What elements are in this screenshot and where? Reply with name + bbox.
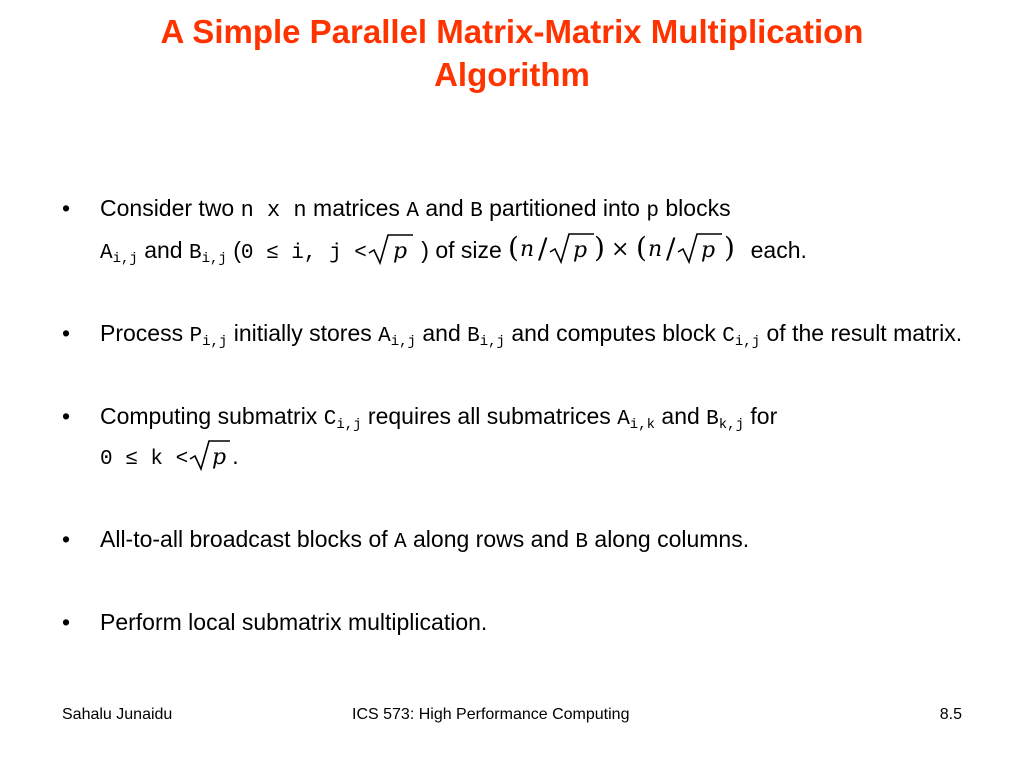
block-c: C (722, 325, 735, 348)
bullet-dot: • (62, 320, 71, 346)
block-b: B (706, 408, 719, 431)
index-range: 0 ≤ i, j < (240, 242, 367, 265)
block-b-index: i,j (479, 334, 505, 350)
block-b: B (188, 242, 202, 265)
footer-course: ICS 573: High Performance Computing (352, 706, 630, 723)
text: requires all submatrices (361, 403, 618, 429)
text: and computes block (504, 320, 723, 346)
sqrt-radicand: p (392, 239, 407, 264)
paren-close-1: ) (594, 231, 606, 264)
text: ) of size (414, 237, 509, 263)
bullet-dot: • (62, 526, 71, 552)
text: and (415, 320, 468, 346)
text: initially stores (227, 320, 379, 346)
bullet-item-5 (62, 604, 967, 640)
bullet-dot: • (62, 195, 71, 221)
text: of the result matrix. (760, 320, 963, 346)
text: ( (226, 237, 241, 263)
text: along columns. (588, 526, 750, 552)
process-p-index: i,j (202, 334, 228, 350)
sqrt-radicand: p (212, 445, 227, 470)
block-b-index: k,j (718, 417, 744, 433)
block-c-index: i,j (734, 334, 761, 350)
text: . (232, 443, 239, 469)
block-size-formula (508, 230, 744, 266)
slide-title-line-2: Algorithm (434, 56, 590, 93)
matrix-dim: n x n (240, 198, 307, 223)
block-b-index: i,j (201, 251, 227, 267)
text: matrices (306, 195, 407, 221)
bullet-dot: • (62, 403, 71, 429)
bullet-item-4 (62, 521, 967, 561)
block-a: A (378, 325, 391, 348)
text: blocks (658, 195, 731, 221)
bullet-item-2 (62, 315, 967, 355)
text: and (418, 195, 471, 221)
text: All-to-all broadcast blocks of (100, 526, 395, 552)
block-a: A (100, 242, 113, 265)
footer-author: Sahalu Junaidu (62, 706, 173, 723)
text: and (655, 403, 707, 429)
text: for (744, 403, 778, 429)
block-a-index: i,j (390, 334, 416, 350)
bullet-dot: • (62, 609, 71, 635)
footer-page-number: 8.5 (939, 706, 962, 723)
block-a-index: i,k (629, 417, 656, 433)
text: partitioned into (482, 195, 647, 221)
index-range: 0 ≤ k < (100, 448, 189, 471)
bullet-item-1 (62, 190, 967, 272)
bullet-list (62, 190, 967, 683)
matrix-a: A (394, 531, 407, 554)
formula-n-1: n (520, 237, 535, 262)
slide-title (40, 10, 984, 96)
formula-n-2: n (648, 237, 663, 262)
times-sign: × (611, 237, 630, 262)
text: Consider two (100, 195, 241, 221)
slide-title-line-1: A Simple Parallel Matrix-Matrix Multiplication (160, 13, 864, 50)
text: along rows and (406, 526, 576, 552)
matrix-b: B (470, 200, 483, 223)
text: and (137, 237, 189, 263)
block-c-index: i,j (336, 417, 362, 433)
matrix-a: A (406, 200, 419, 223)
slash-2: / (666, 232, 676, 265)
formula-p-1: p (573, 238, 588, 263)
paren-open-1: ( (508, 231, 520, 264)
paren-close-2: ) (724, 231, 736, 264)
formula-p-2: p (701, 238, 716, 263)
text: Computing submatrix (100, 403, 324, 429)
process-p: P (189, 325, 203, 348)
matrix-b: B (575, 531, 589, 554)
block-b: B (467, 325, 480, 348)
process-count: p (646, 200, 659, 223)
block-a-index: i,j (112, 251, 138, 267)
slash-1: / (538, 232, 548, 265)
block-a: A (617, 408, 630, 431)
text: Perform local submatrix multiplication. (100, 609, 488, 635)
text: each. (744, 237, 807, 263)
sqrt-p-formula (367, 232, 415, 266)
bullet-item-3 (62, 398, 967, 478)
block-c: C (323, 408, 337, 431)
sqrt-p-formula (188, 438, 232, 472)
paren-open-2: ( (636, 231, 648, 264)
text: Process (100, 320, 190, 346)
